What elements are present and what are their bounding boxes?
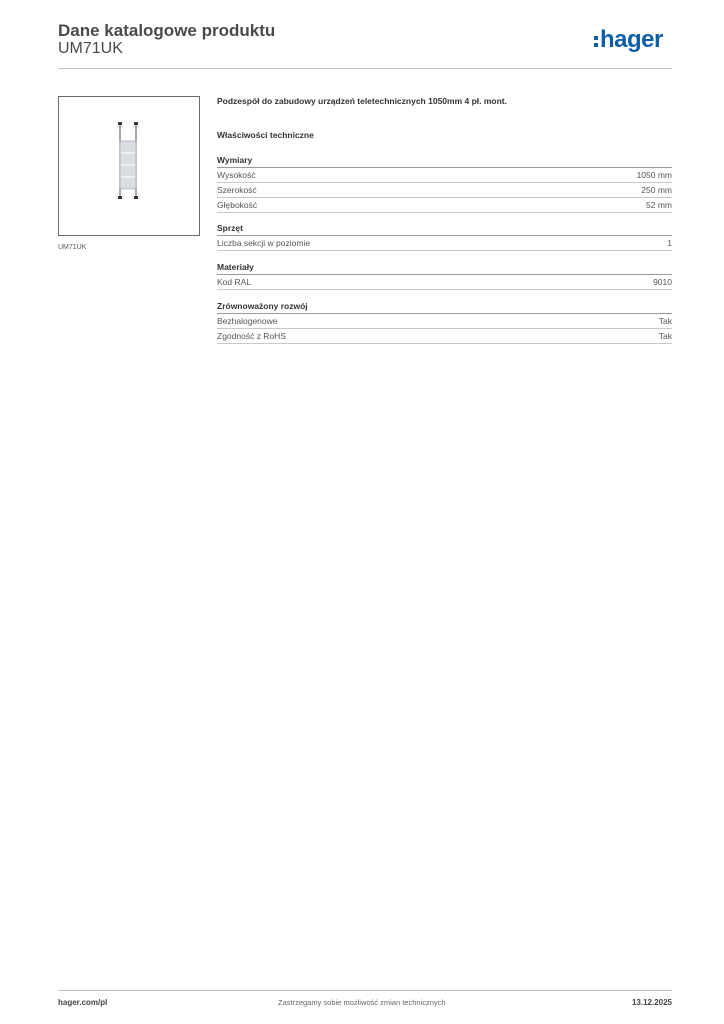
- table-row: [217, 198, 672, 213]
- product-code: UM71UK: [58, 40, 123, 57]
- table-row: [217, 275, 672, 290]
- row-label: Głębokość: [217, 200, 258, 210]
- technical-properties-heading: Właściwości techniczne: [217, 130, 314, 140]
- page-title: Dane katalogowe produktu: [58, 21, 276, 40]
- product-description: Podzespół do zabudowy urządzeń teletechnicznych 1050mm 4 pł. mont.: [217, 96, 508, 106]
- section-materials: [217, 261, 672, 290]
- section-equipment: [217, 222, 672, 251]
- row-label: Kod RAL: [217, 277, 252, 287]
- row-label: Zgodność z RoHS: [217, 331, 286, 341]
- row-value: 1050 mm: [636, 170, 672, 180]
- table-row: [217, 329, 672, 344]
- row-value: 250 mm: [641, 185, 672, 195]
- table-row: [217, 183, 672, 198]
- section-sustainability: [217, 300, 672, 344]
- logo-text: hager: [600, 26, 663, 53]
- footer-website-link[interactable]: hager.com/pl: [58, 998, 108, 1007]
- row-label: Wysokość: [217, 170, 256, 180]
- row-value: 9010: [653, 277, 672, 287]
- section-title: Materiały: [217, 261, 672, 275]
- section-title: Wymiary: [217, 154, 672, 168]
- footer-date: 13.12.2025: [631, 998, 672, 1007]
- product-image: [59, 97, 201, 237]
- header-divider: [58, 68, 672, 69]
- row-label: Bezhalogenowe: [217, 316, 278, 326]
- product-image-frame: [58, 96, 200, 236]
- section-title: Zrównoważony rozwój: [217, 300, 672, 314]
- logo-dots-icon: [594, 36, 598, 47]
- hager-logo: [594, 28, 663, 52]
- row-value: 52 mm: [646, 200, 672, 210]
- table-row: [217, 168, 672, 183]
- row-value: Tak: [658, 331, 672, 341]
- row-value: Tak: [658, 316, 672, 326]
- row-label: Liczba sekcji w poziomie: [217, 238, 311, 248]
- footer-divider: [58, 990, 672, 991]
- image-caption: UM71UK: [58, 244, 87, 251]
- row-label: Szerokość: [217, 185, 257, 195]
- row-value: 1: [667, 238, 672, 248]
- table-row: [217, 236, 672, 251]
- section-title: Sprzęt: [217, 222, 672, 236]
- section-dimensions: [217, 154, 672, 213]
- footer-disclaimer: Zastrzegamy sobie możliwość zmian technicznych: [278, 998, 446, 1007]
- table-row: [217, 314, 672, 329]
